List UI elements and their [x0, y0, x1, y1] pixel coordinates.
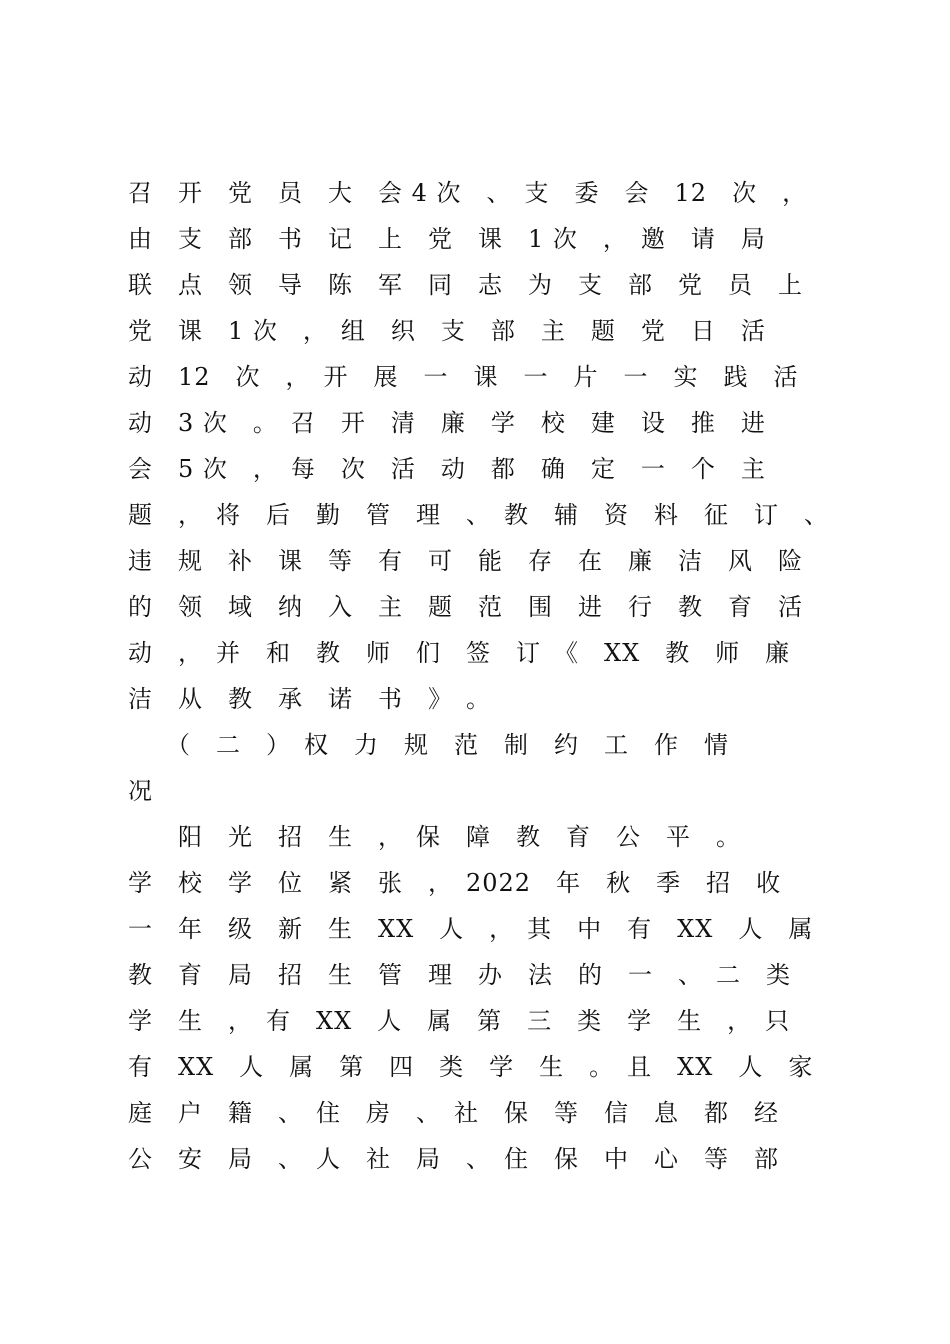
- text-line: 学 校 学 位 紧 张 ， 2022 年 秋 季 招 收: [128, 869, 782, 897]
- text-line: 动 ， 并 和 教 师 们 签 订 《 XX 教 师 廉: [128, 639, 791, 667]
- text-line: 庭 户 籍 、 住 房 、 社 保 等 信 息 都 经: [128, 1099, 779, 1127]
- text-line: 动 12 次 ， 开 展 一 课 一 片 一 实 践 活: [128, 363, 799, 391]
- text-line: 党 课 1 次 ， 组 织 支 部 主 题 党 日 活: [128, 317, 766, 345]
- text-line: 的 领 域 纳 入 主 题 范 围 进 行 教 育 活: [128, 593, 803, 621]
- text-line: 一 年 级 新 生 XX 人 ， 其 中 有 XX 人 属: [128, 915, 814, 943]
- section-heading-cont: 况: [128, 777, 153, 805]
- text-line: 学 生 ， 有 XX 人 属 第 三 类 学 生 ， 只: [128, 1007, 791, 1035]
- text-line: 由 支 部 书 记 上 党 课 1 次 ， 邀 请 局: [128, 225, 766, 253]
- text-line: 题 ， 将 后 勤 管 理 、 教 辅 资 料 征 订 、: [128, 501, 829, 529]
- text-line: 公 安 局 、 人 社 局 、 住 保 中 心 等 部: [128, 1145, 779, 1173]
- paragraph-start: 阳 光 招 生 ， 保 障 教 育 公 平 。: [128, 823, 741, 851]
- text-line: 教 育 局 招 生 管 理 办 法 的 一 、 二 类: [128, 961, 791, 989]
- text-line: 会 5 次 ， 每 次 活 动 都 确 定 一 个 主: [128, 455, 766, 483]
- text-line: 有 XX 人 属 第 四 类 学 生 。 且 XX 人 家: [128, 1053, 814, 1081]
- text-line: 召 开 党 员 大 会 4 次 、 支 委 会 12 次 ，: [128, 179, 808, 207]
- text-line: 洁 从 教 承 诺 书 》 。: [128, 685, 491, 713]
- section-heading: （ 二 ） 权 力 规 范 制 约 工 作 情: [128, 731, 729, 759]
- text-line: 动 3 次 。 召 开 清 廉 学 校 建 设 推 进: [128, 409, 766, 437]
- body-text: [128, 170, 828, 1182]
- text-line: 违 规 补 课 等 有 可 能 存 在 廉 洁 风 险: [128, 547, 803, 575]
- text-line: 联 点 领 导 陈 军 同 志 为 支 部 党 员 上: [128, 271, 803, 299]
